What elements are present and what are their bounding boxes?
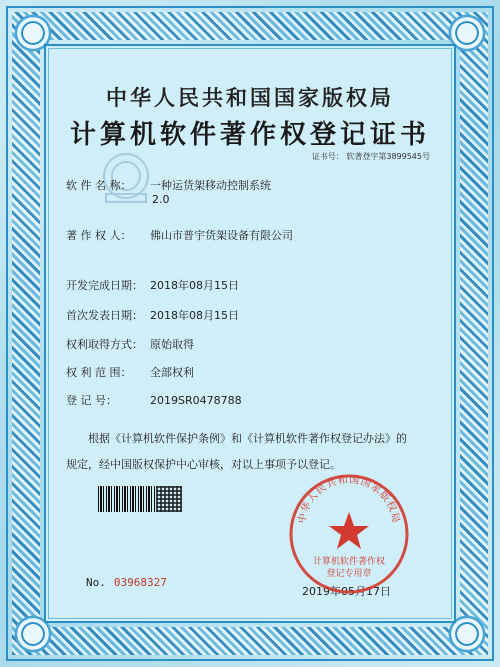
certificate-number-value: 软著登字第3899545号 bbox=[346, 152, 430, 161]
dev-date-row bbox=[66, 277, 239, 293]
dev-date-value: 2018年08月15日 bbox=[150, 279, 239, 292]
dev-date-label: 开发完成日期： bbox=[66, 279, 143, 292]
scope-row bbox=[66, 364, 194, 380]
barcode bbox=[98, 486, 156, 512]
seal-ring-text: 中华人民共和国国家版权局 bbox=[296, 474, 402, 525]
official-seal-icon bbox=[285, 470, 413, 598]
certificate-number-label: 证书号： bbox=[311, 152, 344, 161]
owner-value: 佛山市普宇货架设备有限公司 bbox=[150, 229, 293, 242]
statement-line-1: 根据《计算机软件保护条例》和《计算机软件著作权登记办法》的 bbox=[88, 432, 407, 445]
publish-date-row bbox=[66, 307, 239, 323]
acquire-label: 权利取得方式： bbox=[66, 338, 143, 351]
software-name-value: 一种运货架移动控制系统 bbox=[150, 179, 271, 192]
software-name-row bbox=[66, 177, 271, 193]
serial-label: No. bbox=[86, 576, 106, 589]
issue-date: 2019年05月17日 bbox=[302, 585, 391, 598]
scope-value: 全部权利 bbox=[150, 366, 194, 379]
seal-line-2: 登记专用章 bbox=[326, 569, 372, 579]
software-name-label: 软 件 名 称： bbox=[66, 179, 132, 192]
publish-date-label: 首次发表日期： bbox=[66, 309, 143, 322]
reg-value: 2019SR0478788 bbox=[150, 394, 242, 407]
owner-row bbox=[66, 227, 293, 243]
seal-line-1: 计算机软件著作权 bbox=[312, 557, 386, 567]
software-version: 2.0 bbox=[152, 193, 170, 206]
reg-row bbox=[66, 392, 242, 408]
serial-number bbox=[86, 576, 167, 589]
statement-line-2: 规定，经中国版权保护中心审核，对以上事项予以登记。 bbox=[66, 458, 341, 471]
owner-label: 著 作 权 人： bbox=[66, 229, 132, 242]
certificate-title: 计算机软件著作权登记证书 bbox=[69, 120, 430, 150]
qr-code bbox=[156, 486, 182, 512]
scope-label: 权 利 范 围： bbox=[66, 366, 132, 379]
serial-value: 03968327 bbox=[113, 576, 167, 589]
certificate-number bbox=[312, 151, 430, 162]
authority-title: 中华人民共和国国家版权局 bbox=[106, 86, 394, 110]
acquire-value: 原始取得 bbox=[150, 338, 194, 351]
reg-label: 登 记 号： bbox=[66, 394, 117, 407]
acquire-row bbox=[66, 336, 194, 352]
publish-date-value: 2018年08月15日 bbox=[150, 309, 239, 322]
